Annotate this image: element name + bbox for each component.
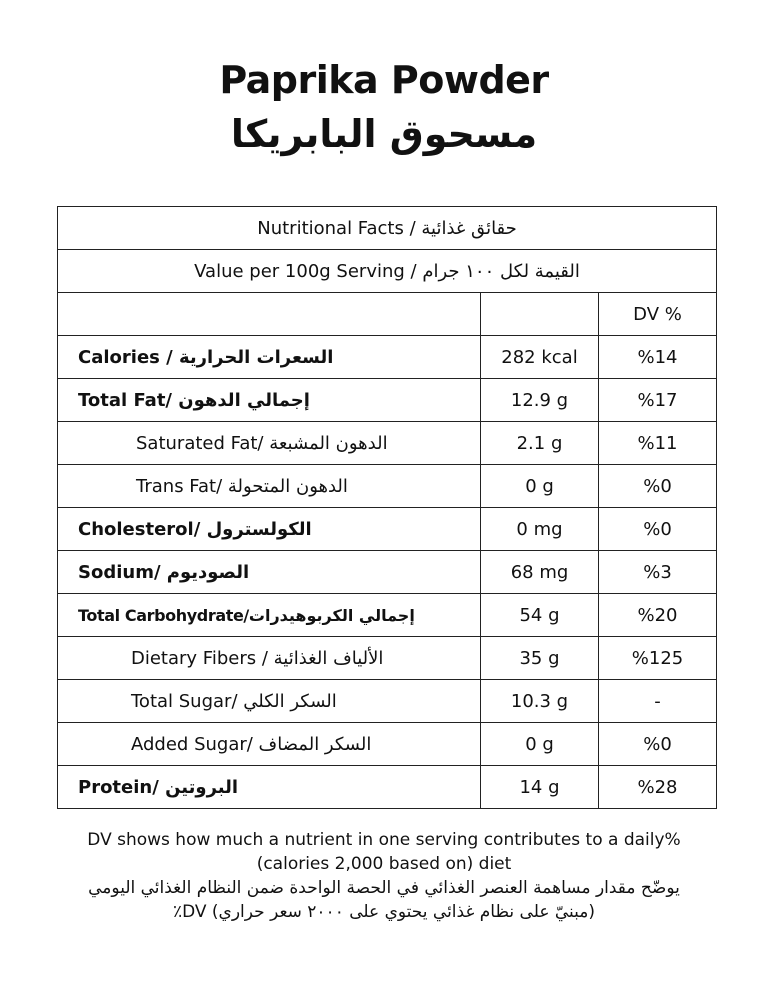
serving-size-header: Value per 100g Serving / القيمة لكل ١٠٠ جرام xyxy=(58,250,717,293)
nutrient-dv: %28 xyxy=(599,766,717,809)
nutrient-amount: 68 mg xyxy=(481,551,599,594)
table-row xyxy=(58,723,717,766)
footnote-ar-line-2: (مبنيّ على نظام غذائي يحتوي على ٢٠٠٠ سعر حراري) DV٪ xyxy=(172,902,596,922)
nutritional-facts-header: Nutritional Facts / حقائق غذائية xyxy=(58,207,717,250)
nutrient-name: Cholesterol/ الكولسترول xyxy=(58,508,481,551)
footnote-en-line-2: (calories 2,000 based on) diet xyxy=(256,854,512,874)
product-title-ar: مسحوق البابريكا xyxy=(230,112,538,156)
table-row xyxy=(58,465,717,508)
nutrient-amount: 14 g xyxy=(481,766,599,809)
table-row xyxy=(58,766,717,809)
table-row xyxy=(58,594,717,637)
table-row xyxy=(58,508,717,551)
nutrient-dv: - xyxy=(599,680,717,723)
nutrient-dv: %0 xyxy=(599,723,717,766)
empty-cell xyxy=(481,293,599,336)
nutrient-name: Added Sugar/ السكر المضاف xyxy=(58,723,481,766)
table-row xyxy=(58,680,717,723)
nutrient-name: Total Sugar/ السكر الكلي xyxy=(58,680,481,723)
nutrient-amount: 0 g xyxy=(481,465,599,508)
nutrient-amount: 282 kcal xyxy=(481,336,599,379)
dv-header: DV % xyxy=(599,293,717,336)
table-row xyxy=(58,422,717,465)
product-title-en: Paprika Powder xyxy=(219,58,549,102)
nutrient-dv: %0 xyxy=(599,508,717,551)
nutrient-name: Trans Fat/ الدهون المتحولة xyxy=(58,465,481,508)
nutrient-amount: 0 g xyxy=(481,723,599,766)
nutrient-dv: %0 xyxy=(599,465,717,508)
table-row xyxy=(58,379,717,422)
nutrient-name: Dietary Fibers / الألياف الغذائية xyxy=(58,637,481,680)
empty-cell xyxy=(58,293,481,336)
footnote-ar-line-1: يوضّح مقدار مساهمة العنصر الغذائي في الحصة الواحدة ضمن النظام الغذائي اليومي xyxy=(88,878,680,898)
nutrient-name: Sodium/ الصوديوم xyxy=(58,551,481,594)
nutrient-dv: %3 xyxy=(599,551,717,594)
nutrient-dv: %125 xyxy=(599,637,717,680)
table-header-row xyxy=(58,250,717,293)
dv-footnote xyxy=(0,828,768,924)
table-row xyxy=(58,551,717,594)
nutrient-amount: 10.3 g xyxy=(481,680,599,723)
footnote-en-line-1: DV shows how much a nutrient in one serving contributes to a daily% xyxy=(87,830,681,850)
table-header-row xyxy=(58,207,717,250)
nutrient-amount: 0 mg xyxy=(481,508,599,551)
dv-header-row xyxy=(58,293,717,336)
nutrient-dv: %14 xyxy=(599,336,717,379)
table-row xyxy=(58,637,717,680)
nutrient-dv: %17 xyxy=(599,379,717,422)
nutrient-amount: 35 g xyxy=(481,637,599,680)
nutrient-name: Saturated Fat/ الدهون المشبعة xyxy=(58,422,481,465)
nutrient-amount: 54 g xyxy=(481,594,599,637)
nutrient-amount: 2.1 g xyxy=(481,422,599,465)
nutrient-dv: %20 xyxy=(599,594,717,637)
nutrient-dv: %11 xyxy=(599,422,717,465)
nutrient-name: Total Carbohydrate/إجمالي الكربوهيدرات xyxy=(58,594,481,637)
nutrient-name: Total Fat/ إجمالي الدهون xyxy=(58,379,481,422)
nutrient-name: Protein/ البروتين xyxy=(58,766,481,809)
table-row xyxy=(58,336,717,379)
nutrient-name: Calories / السعرات الحرارية xyxy=(58,336,481,379)
nutrient-amount: 12.9 g xyxy=(481,379,599,422)
nutrition-facts-table xyxy=(57,206,717,809)
